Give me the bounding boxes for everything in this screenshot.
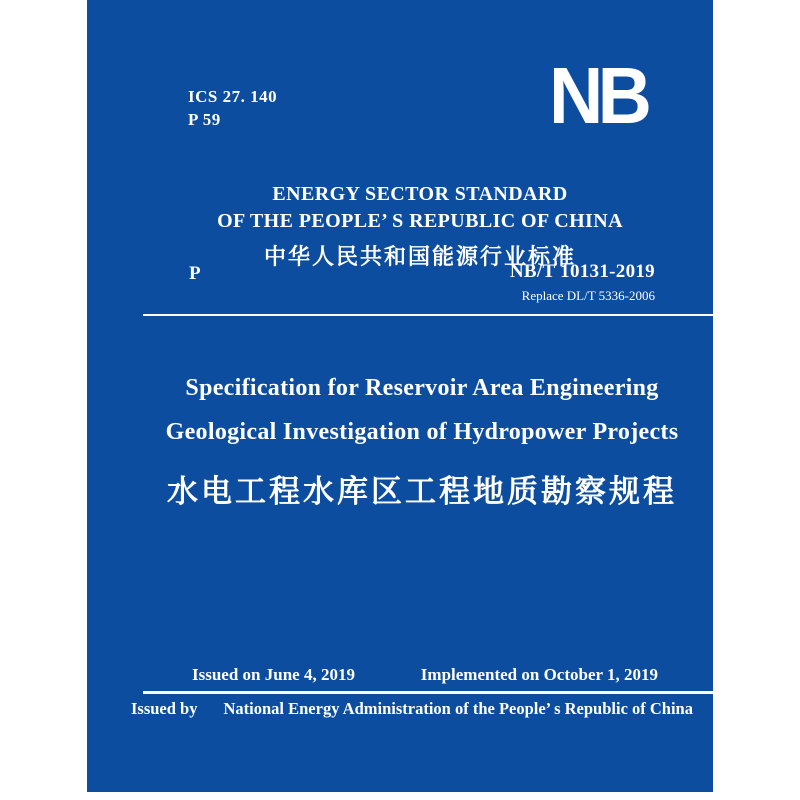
bottom-divider-line — [143, 691, 713, 694]
title-en-line1: Specification for Reservoir Area Engineering — [185, 375, 659, 401]
issued-on-date: Issued on June 4, 2019 — [192, 665, 355, 684]
top-divider-line — [143, 314, 713, 316]
implemented-on-date: Implemented on October 1, 2019 — [420, 665, 658, 684]
standard-cover — [87, 0, 713, 792]
issued-by-value: National Energy Administration of the People’ s Republic of China — [223, 699, 693, 718]
standard-name-header — [127, 181, 713, 271]
ics-code: ICS 27. 140 — [188, 87, 278, 106]
standard-name-en-line2: OF THE PEOPLE’ S REPUBLIC OF CHINA — [217, 210, 623, 232]
replaced-standard: Replace DL/T 5336-2006 — [521, 288, 655, 303]
main-title — [131, 366, 713, 511]
standard-name-en-line1: ENERGY SECTOR STANDARD — [272, 183, 568, 205]
doc-class-letter: P — [189, 263, 201, 284]
standard-number-block — [510, 261, 655, 304]
standard-number: NB/T 10131-2019 — [509, 261, 655, 282]
dates-row — [192, 665, 658, 685]
issued-by-row — [111, 699, 713, 719]
title-zh: 水电工程水库区工程地质勘察规程 — [167, 474, 677, 509]
standard-name-zh: 中华人民共和国能源行业标准 — [263, 245, 576, 270]
issued-by-label: Issued by — [130, 699, 198, 718]
classification-codes — [188, 85, 277, 131]
title-en-line2: Geological Investigation of Hydropower Projects — [165, 419, 679, 445]
p-classification: P 59 — [188, 110, 221, 129]
nb-logo: NB — [549, 51, 647, 140]
